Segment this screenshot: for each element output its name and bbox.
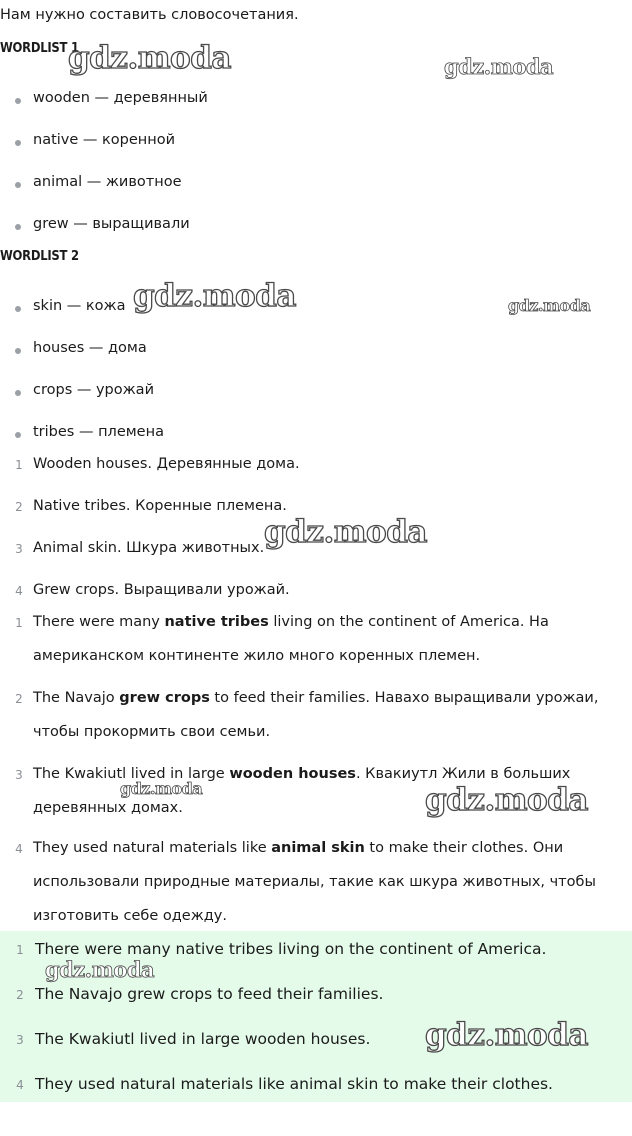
combo-item: Wooden houses. Деревянные дома. <box>33 456 300 472</box>
sentence-highlight: wooden houses <box>229 766 356 782</box>
sentence-text: The Kwakiutl lived in large <box>33 766 230 782</box>
wordlist2-item: skin — кожа <box>33 298 126 314</box>
list-number: 2 <box>15 692 23 706</box>
list-bullet <box>15 98 21 104</box>
list-number: 3 <box>15 768 23 782</box>
wordlist2-item: houses — дома <box>33 340 147 356</box>
list-number: 3 <box>16 1033 24 1047</box>
sentence-highlight: grew crops <box>119 690 210 706</box>
sentence-highlight: native tribes <box>164 614 269 630</box>
sentence-text: The Navajo <box>33 690 120 706</box>
answer-line: The Kwakiutl lived in large wooden houses. <box>35 1030 371 1048</box>
list-number: 1 <box>16 943 24 957</box>
list-bullet <box>15 432 21 438</box>
watermark-logo: gdz.moda <box>508 296 591 315</box>
sentence-text: They used natural materials like <box>33 840 272 856</box>
watermark-logo: gdz.moda <box>120 779 203 798</box>
list-bullet <box>15 140 21 146</box>
wordlist2-item: crops — урожай <box>33 382 154 398</box>
wordlist2-heading: WORDLIST 2 <box>0 248 79 264</box>
list-number: 4 <box>15 842 23 856</box>
watermark-logo: gdz.moda <box>425 1017 588 1053</box>
sentence-highlight: animal skin <box>271 840 365 856</box>
sentence-text: living on the continent of America. На американском континенте жило много коренных племен. <box>33 614 549 664</box>
wordlist1-item: grew — выращивали <box>33 216 190 232</box>
sentence-paragraph <box>33 605 623 673</box>
watermark-logo: gdz.moda <box>45 957 155 982</box>
list-bullet <box>15 348 21 354</box>
sentence-text: to feed their families. Навахо выращивали урожаи, чтобы прокормить свои семьи. <box>33 690 599 740</box>
answer-line: The Navajo grew crops to feed their families. <box>35 985 384 1003</box>
list-number: 3 <box>15 542 23 556</box>
combo-item: Grew crops. Выращивали урожай. <box>33 582 290 598</box>
sentence-text: There were many <box>33 614 165 630</box>
wordlist1-item: wooden — деревянный <box>33 90 208 106</box>
answer-line: They used natural materials like animal skin to make their clothes. <box>35 1075 553 1093</box>
watermark-logo: gdz.moda <box>264 514 427 550</box>
list-bullet <box>15 390 21 396</box>
combo-item: Native tribes. Коренные племена. <box>33 498 287 514</box>
list-bullet <box>15 182 21 188</box>
answer-line: There were many native tribes living on the continent of America. <box>35 940 547 958</box>
list-number: 2 <box>15 500 23 514</box>
watermark-logo: gdz.moda <box>133 278 296 314</box>
list-number: 1 <box>15 616 23 630</box>
wordlist2-item: tribes — племена <box>33 424 164 440</box>
list-bullet <box>15 224 21 230</box>
watermark-logo: gdz.moda <box>444 54 554 79</box>
list-bullet <box>15 306 21 312</box>
sentence-paragraph <box>33 681 623 749</box>
wordlist1-item: native — коренной <box>33 132 176 148</box>
wordlist1-item: animal — животное <box>33 174 182 190</box>
sentence-text: to make their clothes. Они использовали природные материалы, такие как шкура животных, чтобы изготовить себе одежду. <box>33 840 596 924</box>
intro-text: Нам нужно составить словосочетания. <box>0 7 299 23</box>
watermark-logo: gdz.moda <box>68 40 231 76</box>
list-number: 2 <box>16 988 24 1002</box>
wordlist1-heading: WORDLIST 1 <box>0 40 79 56</box>
combo-item: Animal skin. Шкура животных. <box>33 540 265 556</box>
list-number: 1 <box>15 458 23 472</box>
sentence-paragraph <box>33 831 623 933</box>
watermark-logo: gdz.moda <box>425 782 588 818</box>
sentence-text: . Квакиутл Жили в больших деревянных домах. <box>33 766 571 816</box>
list-number: 4 <box>16 1078 24 1092</box>
list-number: 4 <box>15 584 23 598</box>
